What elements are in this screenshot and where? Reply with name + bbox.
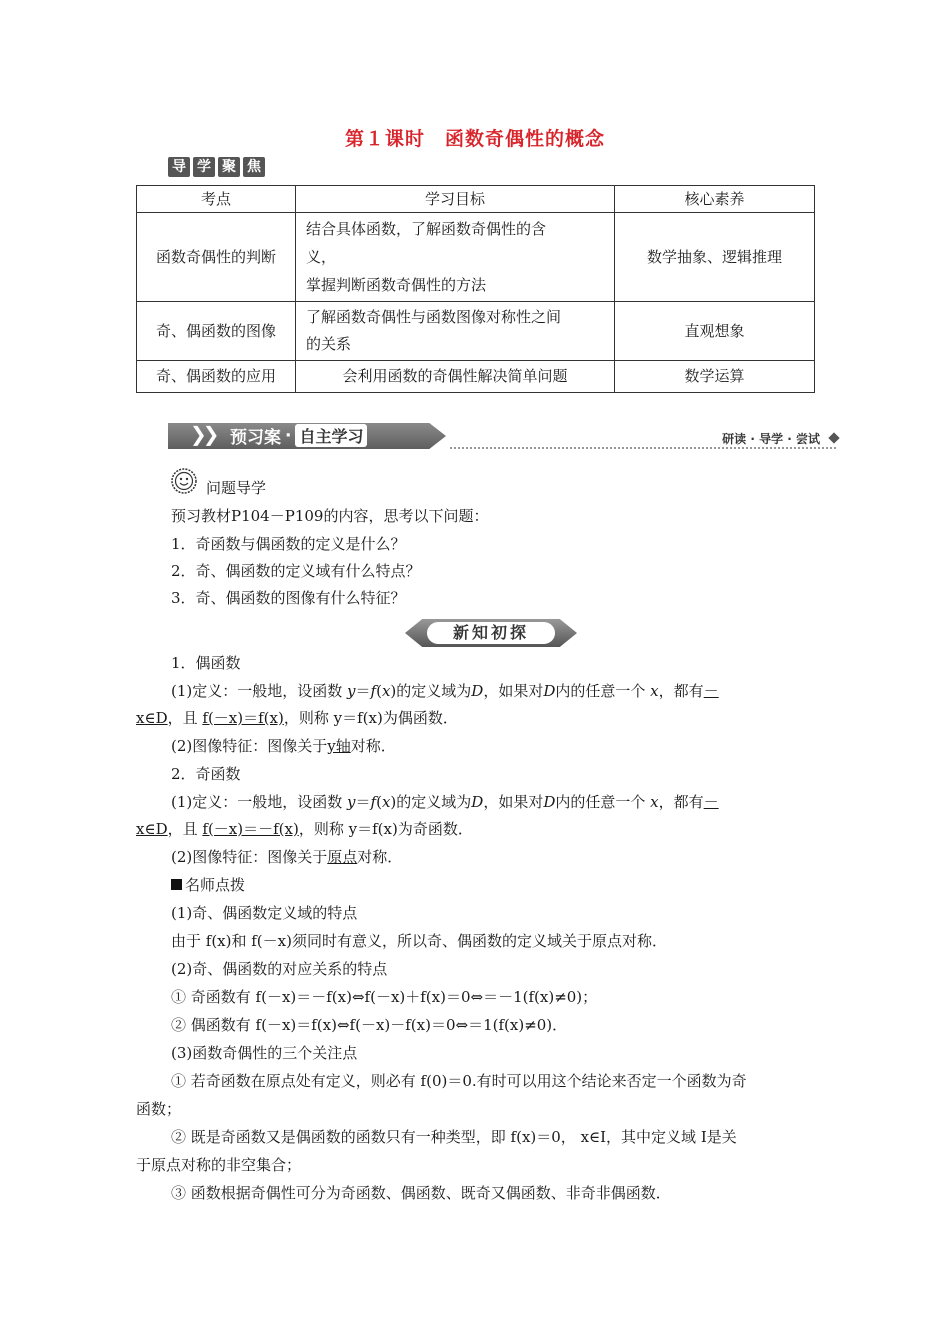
objectives-table <box>136 185 815 393</box>
table-header: 核心素养 <box>615 186 815 213</box>
even-equation: f(－x)＝f(x) <box>202 709 284 727</box>
banner-boxed-text: 自主学习 <box>295 424 367 447</box>
page-title: 第１课时 函数奇偶性的概念 <box>344 128 605 150</box>
goal-line: 掌握判断函数奇偶性的方法 <box>306 276 487 294</box>
goal-line: 义， <box>306 248 337 266</box>
table-row <box>137 302 815 361</box>
goal-cell <box>296 361 615 393</box>
tip-text: ① 若奇函数在原点处有定义，则必有 f(0)＝0.有时可以用这个结论来否定一个函数为奇 <box>171 1072 747 1090</box>
even-definition: (1)定义：一般地，设函数 y＝f(x)的定义域为D，如果对D内的任意一个 x，都有－ <box>171 682 719 700</box>
literacy-cell: 数学抽象、逻辑推理 <box>615 213 815 302</box>
smiley-icon <box>171 468 197 494</box>
table-header-row <box>137 186 815 213</box>
table-header: 考点 <box>137 186 296 213</box>
question-item: 1．奇函数与偶函数的定义是什么？ <box>171 535 406 553</box>
even-definition-cont: x∈D，且 f(－x)＝f(x)，则称 y＝f(x)为偶函数． <box>136 709 458 727</box>
badge-char: 学 <box>193 157 215 177</box>
banner-dot: · <box>285 425 292 446</box>
questions-intro: 预习教材P104－P109的内容，思考以下问题： <box>171 507 489 525</box>
tip-text: 函数； <box>136 1100 182 1118</box>
table-row <box>137 361 815 393</box>
odd-definition-cont: x∈D，且 f(－x)＝－f(x)，则称 y＝f(x)为奇函数． <box>136 820 473 838</box>
goal-line: 的关系 <box>306 335 352 353</box>
preview-banner <box>168 420 840 452</box>
table-header: 学习目标 <box>296 186 615 213</box>
tip-text: 于原点对称的非空集合； <box>136 1156 302 1174</box>
literacy-cell: 直观想象 <box>615 302 815 361</box>
tips-heading: 名师点拨 <box>171 874 245 896</box>
new-knowledge-banner <box>405 619 577 647</box>
chevron-right-icon: ❯❯ <box>190 422 216 446</box>
topic-cell: 函数奇偶性的判断 <box>137 213 296 302</box>
literacy-cell: 数学运算 <box>615 361 815 393</box>
topic-cell: 奇、偶函数的应用 <box>137 361 296 393</box>
badge-char: 导 <box>168 157 190 177</box>
tip-text: ① 奇函数有 f(－x)＝－f(x)⇔f(－x)＋f(x)＝0⇔＝－1(f(x)≠0)； <box>171 988 598 1006</box>
badge-char: 聚 <box>218 157 240 177</box>
goal-line: 了解函数奇偶性与函数图像对称性之间 <box>306 308 562 326</box>
goal-cell <box>296 302 615 361</box>
banner-left-text: 预习案 <box>230 428 281 448</box>
goal-line: 会利用函数的奇偶性解决简单问题 <box>342 367 568 385</box>
tip-title: (2)奇、偶函数的对应关系的特点 <box>171 960 388 978</box>
even-graph: (2)图像特征：图像关于y轴对称． <box>171 737 396 755</box>
odd-equation: f(－x)＝－f(x) <box>202 820 299 838</box>
banner-title <box>230 423 367 448</box>
odd-heading: 2．奇函数 <box>171 765 241 783</box>
tip-title: (3)函数奇偶性的三个关注点 <box>171 1044 358 1062</box>
tip-text: ② 偶函数有 f(－x)＝f(x)⇔f(－x)－f(x)＝0⇔＝1(f(x)≠0)． <box>171 1016 568 1034</box>
badge-char: 焦 <box>243 157 265 177</box>
even-heading: 1．偶函数 <box>171 654 241 672</box>
banner-tagline: 研读 · 导学 · 尝试 <box>722 432 820 446</box>
tip-text: 由于 f(x)和 f(－x)须同时有意义，所以奇、偶函数的定义域关于原点对称． <box>171 932 667 950</box>
questions-heading: 问题导学 <box>206 479 267 497</box>
goal-cell <box>296 213 615 302</box>
tip-text: ③ 函数根据奇偶性可分为奇函数、偶函数、既奇又偶函数、非奇非偶函数． <box>171 1184 671 1202</box>
goal-line: 结合具体函数，了解函数奇偶性的含 <box>306 220 547 238</box>
question-item: 2．奇、偶函数的定义域有什么特点？ <box>171 562 421 580</box>
tip-text: ② 既是奇函数又是偶函数的函数只有一种类型，即 f(x)＝0， x∈I，其中定义域 I是关 <box>171 1128 737 1146</box>
odd-graph: (2)图像特征：图像关于原点对称． <box>171 848 403 866</box>
table-row <box>137 213 815 302</box>
odd-definition: (1)定义：一般地，设函数 y＝f(x)的定义域为D，如果对D内的任意一个 x，都有－ <box>171 793 719 811</box>
diamond-icon <box>828 432 839 443</box>
divider <box>450 447 836 449</box>
question-item: 3．奇、偶函数的图像有什么特征？ <box>171 589 406 607</box>
topic-cell: 奇、偶函数的图像 <box>137 302 296 361</box>
square-bullet-icon <box>171 879 182 890</box>
section-badge <box>168 157 265 177</box>
new-knowledge-title: 新知初探 <box>427 622 555 644</box>
tip-title: (1)奇、偶函数定义域的特点 <box>171 904 358 922</box>
